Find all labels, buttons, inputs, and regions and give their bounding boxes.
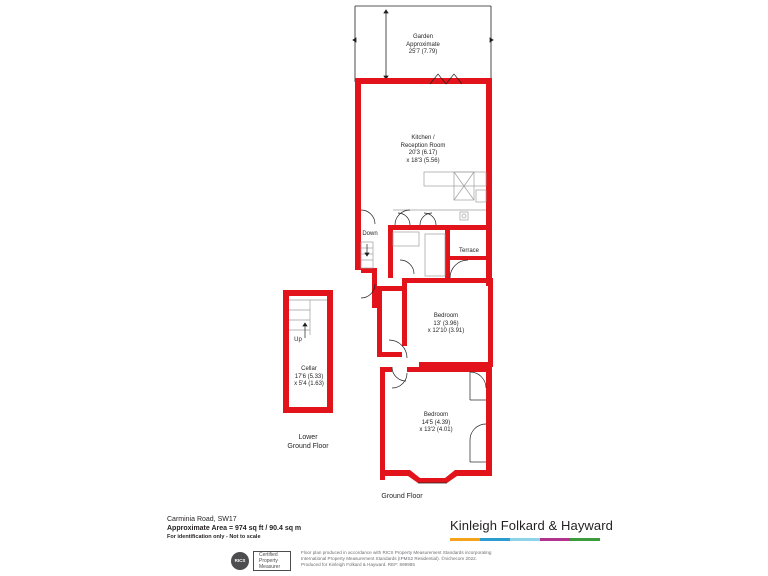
approximate-area: Approximate Area = 974 sq ft / 90.4 sq m [167, 525, 302, 532]
footer-disclaimer: Floor plan produced in accordance with RICS Property Measurement Standards incorporating International Property Measurement Standards (IPMS2 Residential). ©nichecom 2022. Produced for Kinleigh Folkard & Hayward. REF: 899985 [301, 550, 492, 567]
identification-note: For identification only - Not to scale [167, 534, 261, 540]
brand-bar-3 [510, 538, 540, 541]
rics-certified-text: Certified Property Measurer [259, 552, 281, 570]
rics-logo-icon: RICS [231, 552, 249, 570]
brand-bar-5 [570, 538, 600, 541]
brand-bar-2 [480, 538, 510, 541]
room-label-kitchen: Kitchen / Reception Room 20'3 (6.17) x 18'3 (5.56) [400, 135, 446, 164]
property-info [167, 515, 301, 542]
cellar-walls [283, 290, 333, 413]
room-label-garden: Garden Approximate 25'7 (7.79) [406, 34, 440, 55]
brand-bar-4 [540, 538, 570, 541]
floor-label-lower-ground: Lower Ground Floor [287, 434, 329, 450]
label-down: Down [362, 231, 378, 237]
room-label-terrace: Terrace [458, 248, 479, 254]
label-up: Up [294, 337, 302, 343]
brand-bar-1 [450, 538, 480, 541]
address: Carminia Road, SW17 [167, 516, 237, 523]
floor-label-ground: Ground Floor [381, 493, 423, 500]
rics-badge [229, 551, 294, 573]
room-label-cellar: Cellar 17'6 (5.33) x 5'4 (1.63) [294, 366, 324, 387]
room-label-bedroom-1: Bedroom 13' (3.96) x 12'10 (3.91) [427, 313, 465, 334]
room-label-bedroom-2: Bedroom 14'5 (4.39) x 13'2 (4.01) [419, 412, 453, 433]
brand-name: Kinleigh Folkard & Hayward [450, 518, 614, 533]
